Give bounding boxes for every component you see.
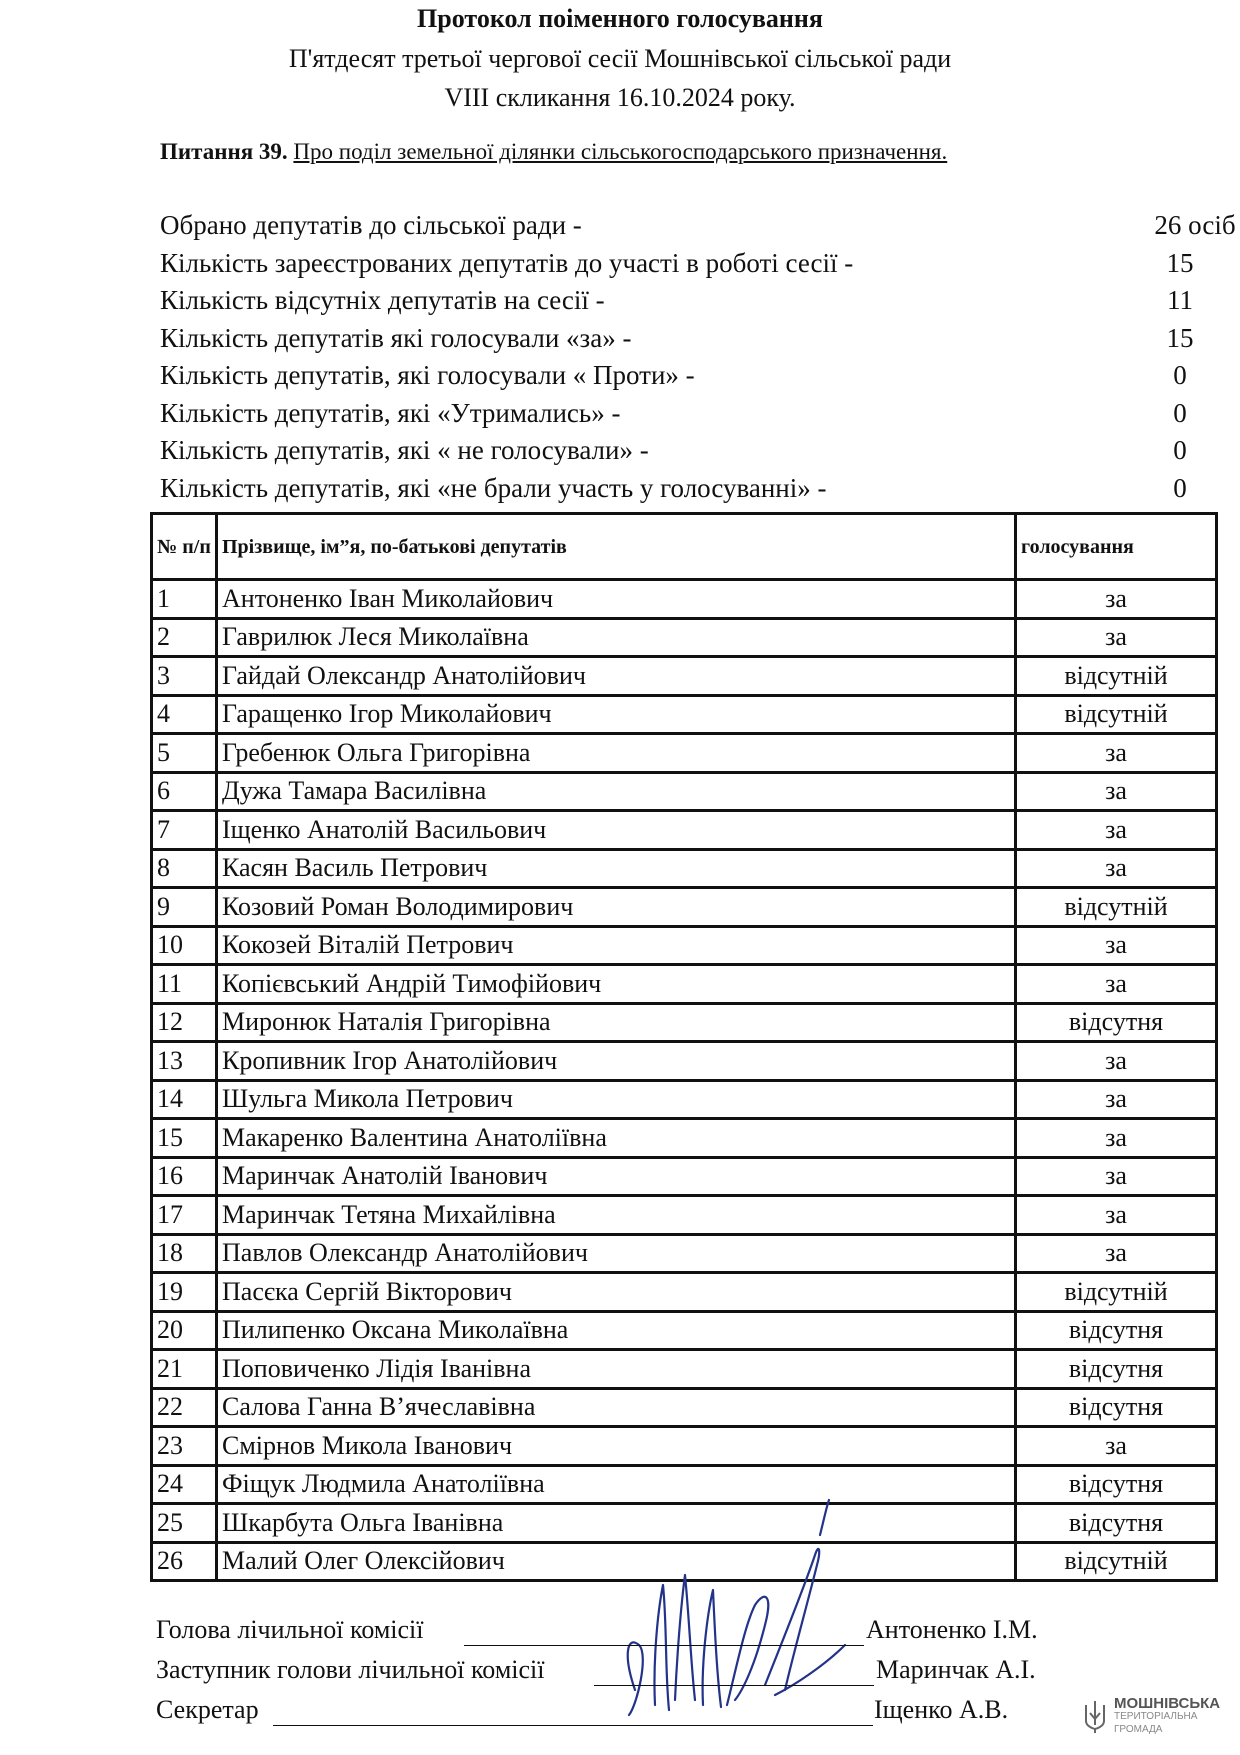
deputy-name: Маринчак Анатолій Іванович — [217, 1157, 1016, 1196]
table-row — [152, 657, 1217, 696]
row-number: 25 — [152, 1504, 217, 1543]
deputy-name: Миронюк Наталія Григорівна — [217, 1003, 1016, 1042]
deputy-name: Смірнов Микола Іванович — [217, 1427, 1016, 1466]
stat-label: Кількість відсутніх депутатів на сесії - — [160, 285, 605, 315]
vote-statistics — [160, 209, 1236, 509]
question-line — [160, 139, 947, 165]
row-number: 15 — [152, 1119, 217, 1158]
vote-result: відсутній — [1016, 695, 1217, 734]
deputy-name: Малий Олег Олексійович — [217, 1542, 1016, 1581]
table-row — [152, 1350, 1217, 1389]
row-number: 11 — [152, 965, 217, 1004]
table-row — [152, 1234, 1217, 1273]
table-row — [152, 618, 1217, 657]
vote-result: відсутня — [1016, 1003, 1217, 1042]
table-row — [152, 1273, 1217, 1312]
vote-result: за — [1016, 849, 1217, 888]
row-number: 26 — [152, 1542, 217, 1581]
deputy-name: Фіщук Людмила Анатоліївна — [217, 1465, 1016, 1504]
deputy-name: Гаврилюк Леся Миколаївна — [217, 618, 1016, 657]
row-number: 2 — [152, 618, 217, 657]
row-number: 17 — [152, 1196, 217, 1235]
stat-row — [160, 284, 1193, 322]
vote-result: відсутня — [1016, 1504, 1217, 1543]
row-number: 16 — [152, 1157, 217, 1196]
table-row — [152, 1003, 1217, 1042]
deputy-name: Гаращенко Ігор Миколайович — [217, 695, 1016, 734]
stat-label: Кількість депутатів, які «не брали участь у голосуванні» - — [160, 472, 827, 503]
vote-result: за — [1016, 1157, 1217, 1196]
stat-value: 0 — [1173, 435, 1187, 465]
signatures-block — [156, 1615, 1056, 1735]
signer-name: Маринчак А.І. — [876, 1655, 1036, 1684]
table-header-row — [152, 514, 1217, 580]
vote-result: відсутня — [1016, 1350, 1217, 1389]
stat-row — [160, 472, 1187, 510]
vote-result: за — [1016, 1427, 1217, 1466]
stat-value: 26 осіб — [1154, 210, 1236, 240]
deputy-name: Шкарбута Ольга Іванівна — [217, 1504, 1016, 1543]
row-number: 23 — [152, 1427, 217, 1466]
vote-result: за — [1016, 926, 1217, 965]
row-number: 20 — [152, 1311, 217, 1350]
row-number: 1 — [152, 580, 217, 619]
deputy-name: Поповиченко Лідія Іванівна — [217, 1350, 1016, 1389]
vote-result: за — [1016, 965, 1217, 1004]
table-row — [152, 1388, 1217, 1427]
stat-row — [160, 322, 1194, 360]
stat-label: Кількість депутатів, які голосували « Проти» - — [160, 360, 695, 390]
stat-value: 15 — [1166, 247, 1194, 278]
vote-result: відсутній — [1016, 657, 1217, 696]
vote-result: відсутній — [1016, 1273, 1217, 1312]
deputy-name: Козовий Роман Володимирович — [217, 888, 1016, 927]
row-number: 14 — [152, 1080, 217, 1119]
signature-line — [594, 1685, 874, 1686]
deputy-name: Маринчак Тетяна Михайлівна — [217, 1196, 1016, 1235]
vote-result: за — [1016, 734, 1217, 773]
header-vote: голосування — [1016, 514, 1217, 580]
community-logo — [1082, 1697, 1220, 1736]
deputy-name: Гребенюк Ольга Григорівна — [217, 734, 1016, 773]
stat-label: Кількість зареєстрованих депутатів до участі в роботі сесії - — [160, 247, 854, 278]
stat-row — [160, 209, 1236, 247]
stat-row — [160, 247, 1194, 285]
signer-role: Заступник голови лічильної комісії — [156, 1655, 545, 1684]
signer-name: Антоненко І.М. — [866, 1615, 1038, 1644]
stat-row — [160, 397, 1187, 435]
row-number: 13 — [152, 1042, 217, 1081]
vote-result: за — [1016, 1080, 1217, 1119]
deputy-name: Гайдай Олександр Анатолійович — [217, 657, 1016, 696]
deputy-name: Копієвський Андрій Тимофійович — [217, 965, 1016, 1004]
row-number: 18 — [152, 1234, 217, 1273]
stat-row — [160, 434, 1187, 472]
stat-value: 11 — [1167, 285, 1193, 315]
table-row — [152, 695, 1217, 734]
row-number: 12 — [152, 1003, 217, 1042]
vote-result: відсутня — [1016, 1311, 1217, 1350]
vote-result: за — [1016, 772, 1217, 811]
stat-value: 15 — [1166, 322, 1194, 353]
deputy-name: Іщенко Анатолій Васильович — [217, 811, 1016, 850]
vote-result: відсутній — [1016, 1542, 1217, 1581]
row-number: 10 — [152, 926, 217, 965]
vote-result: відсутній — [1016, 888, 1217, 927]
table-row — [152, 1080, 1217, 1119]
deputy-name: Шульга Микола Петрович — [217, 1080, 1016, 1119]
convocation-date: VIII скликання 16.10.2024 року. — [444, 83, 796, 112]
signature-line — [464, 1645, 864, 1646]
row-number: 24 — [152, 1465, 217, 1504]
table-row — [152, 1196, 1217, 1235]
row-number: 6 — [152, 772, 217, 811]
stat-label: Кількість депутатів які голосували «за» - — [160, 322, 632, 353]
vote-result: за — [1016, 618, 1217, 657]
table-row — [152, 1157, 1217, 1196]
deputy-name: Пасєка Сергій Вікторович — [217, 1273, 1016, 1312]
vote-result: за — [1016, 1196, 1217, 1235]
signer-row — [156, 1615, 1056, 1655]
deputy-name: Кропивник Ігор Анатолійович — [217, 1042, 1016, 1081]
stat-value: 0 — [1173, 472, 1187, 503]
table-row — [152, 580, 1217, 619]
row-number: 9 — [152, 888, 217, 927]
logo-title: МОШНІВСЬКА — [1114, 1695, 1221, 1712]
logo-subtitle-2: ГРОМАДА — [1114, 1724, 1163, 1735]
logo-subtitle-1: ТЕРИТОРІАЛЬНА — [1114, 1711, 1198, 1722]
header-name: Прізвище, ім”я, по-батькові депутатів — [217, 514, 1016, 580]
roll-call-table — [150, 512, 1218, 1582]
signer-row — [156, 1655, 1056, 1695]
header-number: № п/п — [152, 514, 217, 580]
deputy-name: Павлов Олександр Анатолійович — [217, 1234, 1016, 1273]
vote-result: відсутня — [1016, 1388, 1217, 1427]
table-row — [152, 849, 1217, 888]
vote-result: за — [1016, 580, 1217, 619]
row-number: 22 — [152, 1388, 217, 1427]
deputy-name: Кокозей Віталій Петрович — [217, 926, 1016, 965]
deputy-name: Салова Ганна В’ячеславівна — [217, 1388, 1016, 1427]
session-title: П'ятдесят третьої чергової сесії Мошнівської сільської ради — [288, 44, 952, 73]
vote-result: відсутня — [1016, 1465, 1217, 1504]
signer-role: Голова лічильної комісії — [156, 1615, 424, 1644]
vote-result: за — [1016, 1119, 1217, 1158]
signature-line — [273, 1725, 873, 1726]
row-number: 5 — [152, 734, 217, 773]
deputy-name: Касян Василь Петрович — [217, 849, 1016, 888]
table-row — [152, 1311, 1217, 1350]
table-row — [152, 772, 1217, 811]
row-number: 21 — [152, 1350, 217, 1389]
row-number: 4 — [152, 695, 217, 734]
row-number: 7 — [152, 811, 217, 850]
stat-label: Кількість депутатів, які « не голосували» - — [160, 435, 649, 465]
vote-result: за — [1016, 1234, 1217, 1273]
stat-value: 0 — [1173, 397, 1187, 428]
signer-role: Секретар — [156, 1695, 259, 1724]
stat-label: Кількість депутатів, які «Утримались» - — [160, 397, 621, 428]
signer-row — [156, 1695, 1056, 1735]
table-row — [152, 734, 1217, 773]
table-row — [152, 1042, 1217, 1081]
row-number: 3 — [152, 657, 217, 696]
vote-result: за — [1016, 1042, 1217, 1081]
table-row — [152, 1427, 1217, 1466]
deputy-name: Макаренко Валентина Анатоліївна — [217, 1119, 1016, 1158]
table-row — [152, 1119, 1217, 1158]
stat-row — [160, 359, 1187, 397]
row-number: 19 — [152, 1273, 217, 1312]
stat-value: 0 — [1173, 360, 1187, 390]
vote-result: за — [1016, 811, 1217, 850]
stat-label: Обрано депутатів до сільської ради - — [160, 210, 582, 240]
row-number: 8 — [152, 849, 217, 888]
deputy-name: Пилипенко Оксана Миколаївна — [217, 1311, 1016, 1350]
deputy-name: Дужа Тамара Василівна — [217, 772, 1016, 811]
deputy-name: Антоненко Іван Миколайович — [217, 580, 1016, 619]
table-row — [152, 888, 1217, 927]
table-body — [152, 580, 1217, 1581]
question-label: Питання 39. — [160, 139, 288, 164]
signer-name: Іщенко А.В. — [874, 1695, 1009, 1724]
table-row — [152, 926, 1217, 965]
question-text: Про поділ земельної ділянки сільськогосподарського призначення. — [293, 139, 948, 164]
table-row — [152, 811, 1217, 850]
trident-icon — [1082, 1699, 1108, 1735]
table-row — [152, 965, 1217, 1004]
document-title: Протокол поіменного голосування — [417, 4, 823, 33]
